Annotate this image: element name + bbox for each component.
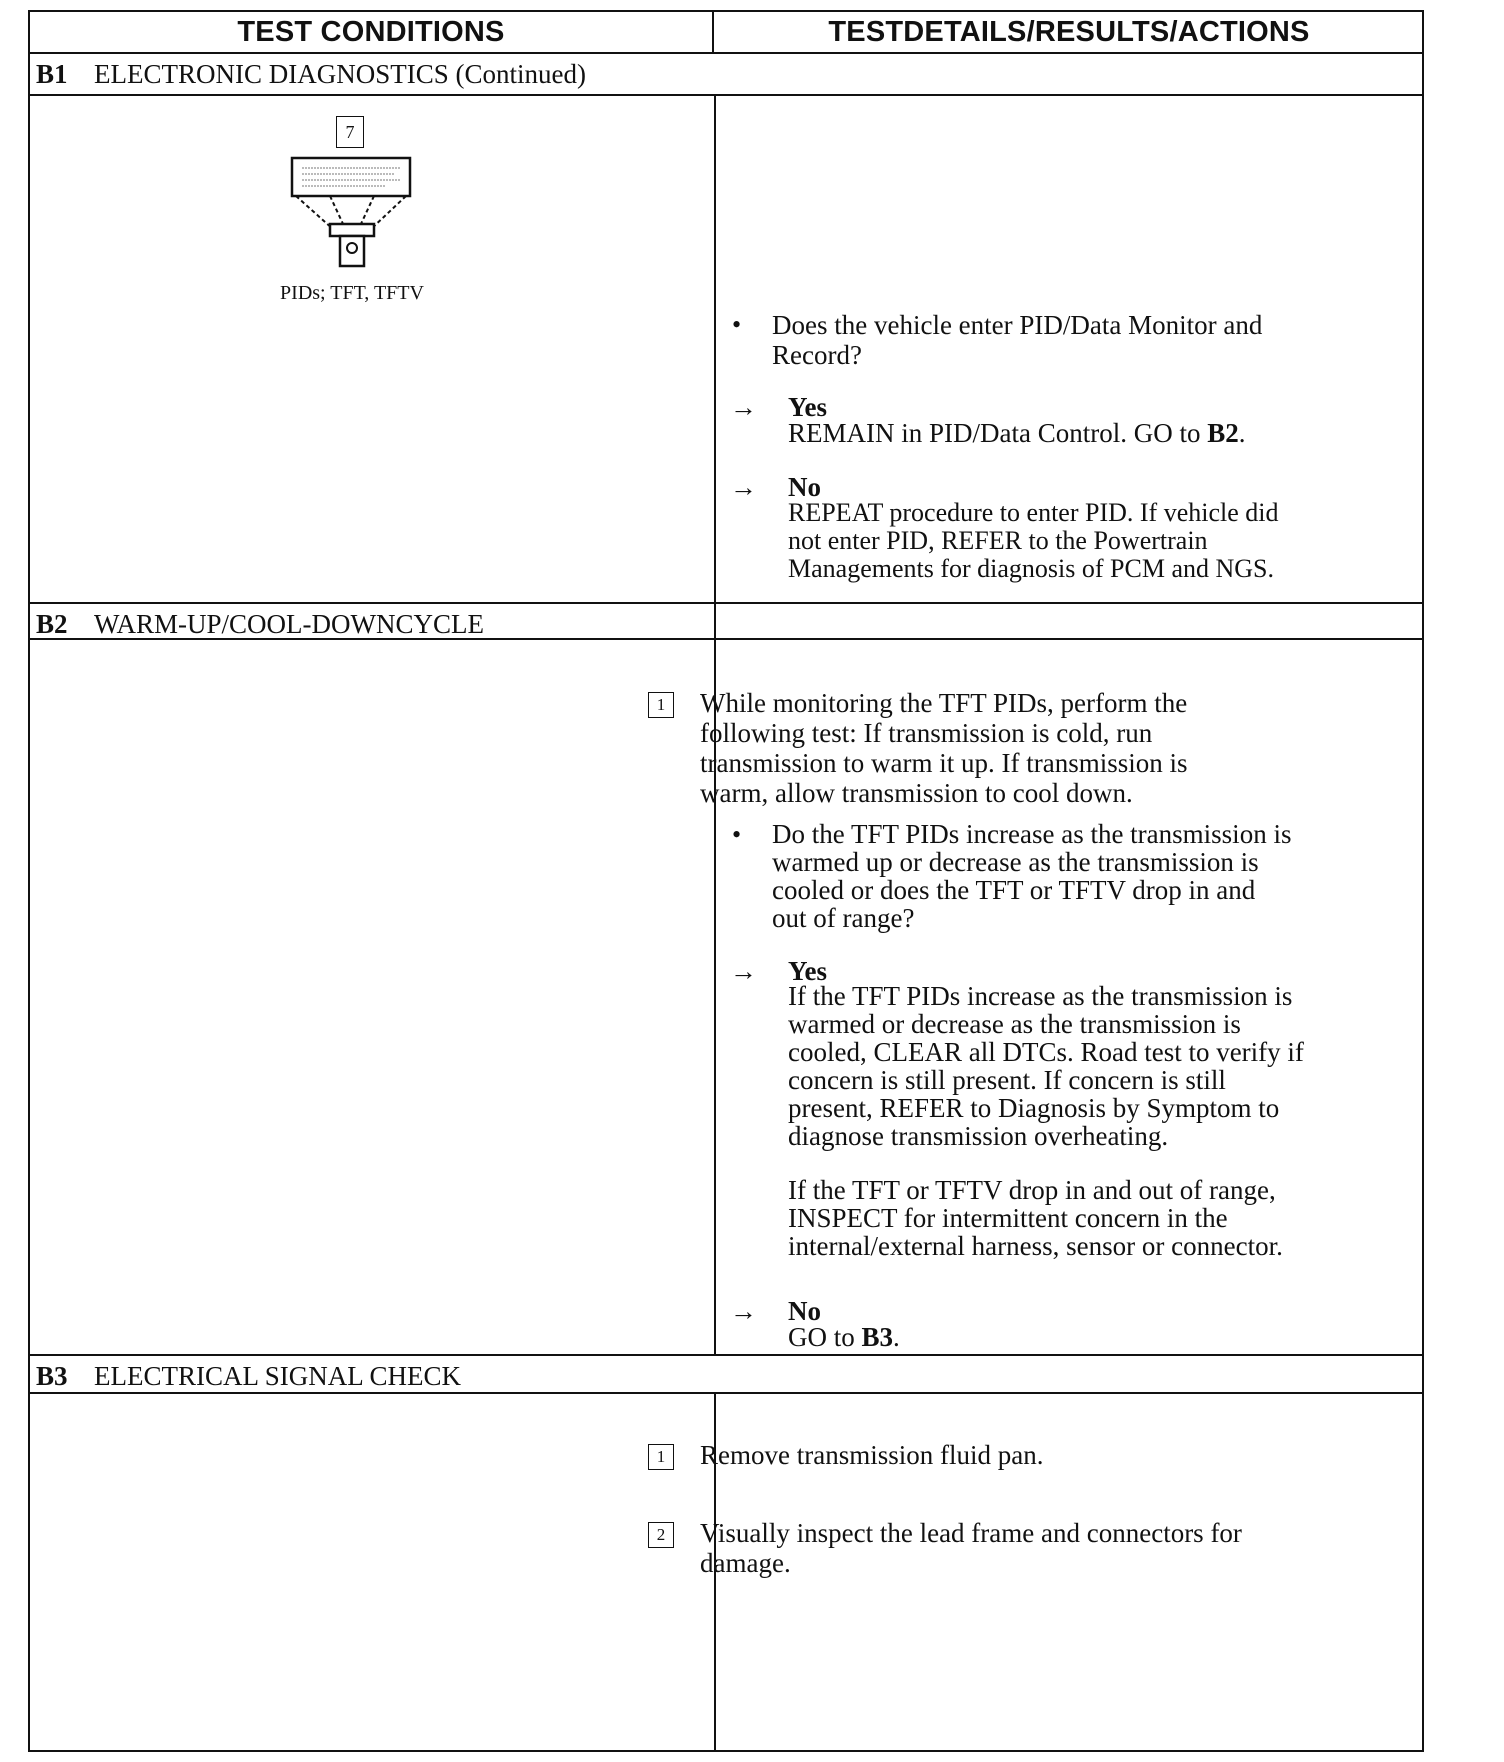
b3-step-2: Visually inspect the lead frame and connectors for damage. (700, 1518, 1242, 1578)
figure-step-number: 7 (336, 116, 364, 148)
section-code-b2: B2 (36, 608, 68, 639)
divider (30, 94, 1422, 96)
b2-yes-action-1: If the TFT PIDs increase as the transmission is warmed or decrease as the transmission is cooled, CLEAR all DTCs. Road test to verify if concern is still present. If concern is still present, REFER to Diagnosis by Symptom to diagnose transmission overheating. (788, 981, 1304, 1151)
bullet-icon: • (732, 820, 742, 849)
section-title-b1 (36, 54, 586, 94)
b2-no-action: GO to B3. (788, 1322, 900, 1352)
b2-no-label: No (788, 1296, 821, 1326)
diagnostic-table (28, 10, 1424, 1752)
section-name-b3: ELECTRICAL SIGNAL CHECK (94, 1360, 461, 1391)
column-divider (714, 94, 716, 662)
b1-question: Does the vehicle enter PID/Data Monitor and Record? (772, 310, 1263, 370)
arrow-icon: → (730, 1296, 757, 1326)
b1-no-action: REPEAT procedure to enter PID. If vehicle did not enter PID, REFER to the Powertrain Managements for diagnosis of PCM and NGS. (788, 498, 1279, 583)
step-number-box: 2 (648, 1522, 674, 1548)
header-test-conditions: TEST CONDITIONS (30, 12, 714, 52)
scan-tool-icon (290, 156, 416, 278)
b3-step-1: Remove transmission fluid pan. (700, 1440, 1044, 1470)
section-name-b2: WARM-UP/COOL-DOWNCYCLE (94, 608, 484, 639)
section-title-b3 (36, 1356, 461, 1396)
divider (30, 1392, 1422, 1394)
b2-instruction: While monitoring the TFT PIDs, perform the following test: If transmission is cold, run transmission to warm it up. If transmission is warm, allow transmission to cool down. (700, 688, 1188, 808)
bullet-icon: • (732, 310, 742, 339)
section-name-b1: ELECTRONIC DIAGNOSTICS (Continued) (94, 58, 586, 89)
b2-yes-action-2: If the TFT or TFTV drop in and out of range, INSPECT for intermittent concern in the internal/external harness, sensor or connector. (788, 1175, 1283, 1261)
b2-yes-label: Yes (788, 956, 827, 986)
b1-no-label: No (788, 472, 821, 502)
arrow-icon: → (730, 472, 757, 502)
header-test-details: TESTDETAILS/RESULTS/ACTIONS (828, 15, 1310, 48)
divider (30, 638, 1422, 640)
arrow-icon: → (730, 392, 757, 422)
step-number-box: 1 (648, 1444, 674, 1470)
section-code-b1: B1 (36, 58, 68, 89)
b1-yes-label: Yes (788, 392, 827, 422)
figure-caption: PIDs; TFT, TFTV (280, 282, 424, 304)
b2-question: Do the TFT PIDs increase as the transmission is warmed up or decrease as the transmission is cooled or does the TFT or TFTV drop in and out of range? (772, 819, 1292, 933)
section-code-b3: B3 (36, 1360, 68, 1391)
arrow-icon: → (730, 956, 757, 986)
b1-yes-action: REMAIN in PID/Data Control. GO to B2. (788, 418, 1246, 448)
step-number-box: 1 (648, 692, 674, 718)
